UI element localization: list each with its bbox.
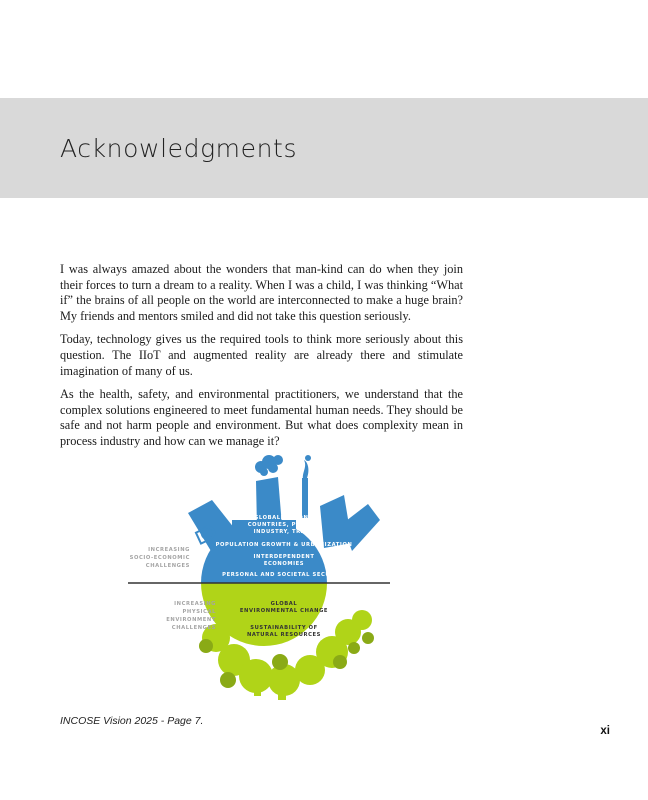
population-growth-label: POPULATION GROWTH & URBANIZATION (215, 542, 353, 548)
svg-text:ECONOMIES: ECONOMIES (263, 561, 305, 567)
globalization-label: GLOBALIZATION – (254, 515, 314, 521)
svg-text:SOCIO-ECONOMIC: SOCIO-ECONOMIC (129, 555, 190, 561)
body-text (60, 262, 463, 458)
svg-text:ENVIRONMENTAL CHANGE: ENVIRONMENTAL CHANGE (239, 608, 329, 614)
socio-economic-label (130, 547, 190, 569)
challenges-illustration (128, 448, 398, 710)
chapter-title: Acknowledgments (60, 134, 298, 163)
environmental-change-label: GLOBAL (270, 601, 298, 607)
svg-text:INCREASING: INCREASING (148, 547, 190, 553)
smoke-icon (255, 455, 311, 482)
paragraph: As the health, safety, and environmental practitioners, we understand that the complex solutions engineered to meet fundamental human needs. They should be safe and not harm people and environment. But what does complexity mean in process industry and how can we manage it? (60, 387, 463, 448)
page-number: xi (600, 725, 610, 737)
svg-text:INDUSTRY, TRADE: INDUSTRY, TRADE (253, 529, 315, 535)
security-label: PERSONAL AND SOCIETAL SECURITY (222, 572, 346, 578)
figure-caption: INCOSE Vision 2025 - Page 7. (60, 715, 204, 727)
svg-text:NATURAL RESOURCES: NATURAL RESOURCES (246, 632, 322, 638)
paragraph: I was always amazed about the wonders that man-kind can do when they join their forces to turn a dream to a reality. When I was a child, I was thinking “What if” the brains of all people on the world are interconnected to make a huge brain? My friends and mentors smiled and did not take this question seriously. (60, 262, 463, 323)
challenges-figure (128, 448, 398, 710)
paragraph: Today, technology gives us the required tools to think more seriously about this question. The IIoT and augmented reality are already there and stimulate imagination of many of us. (60, 332, 463, 378)
svg-text:PHYSICAL: PHYSICAL (182, 609, 216, 615)
physical-environment-label (166, 601, 216, 631)
svg-text:CHALLENGES: CHALLENGES (145, 563, 190, 569)
svg-text:COUNTRIES, PEOPLE,: COUNTRIES, PEOPLE, (247, 522, 321, 528)
svg-text:ENVIRONMENT: ENVIRONMENT (166, 617, 216, 623)
sustainability-label: SUSTAINABILITY OF (250, 625, 318, 631)
svg-text:INCREASING: INCREASING (174, 601, 216, 607)
svg-text:CHALLENGES: CHALLENGES (171, 625, 216, 631)
interdependent-economies-label: INTERDEPENDENT (253, 554, 315, 560)
